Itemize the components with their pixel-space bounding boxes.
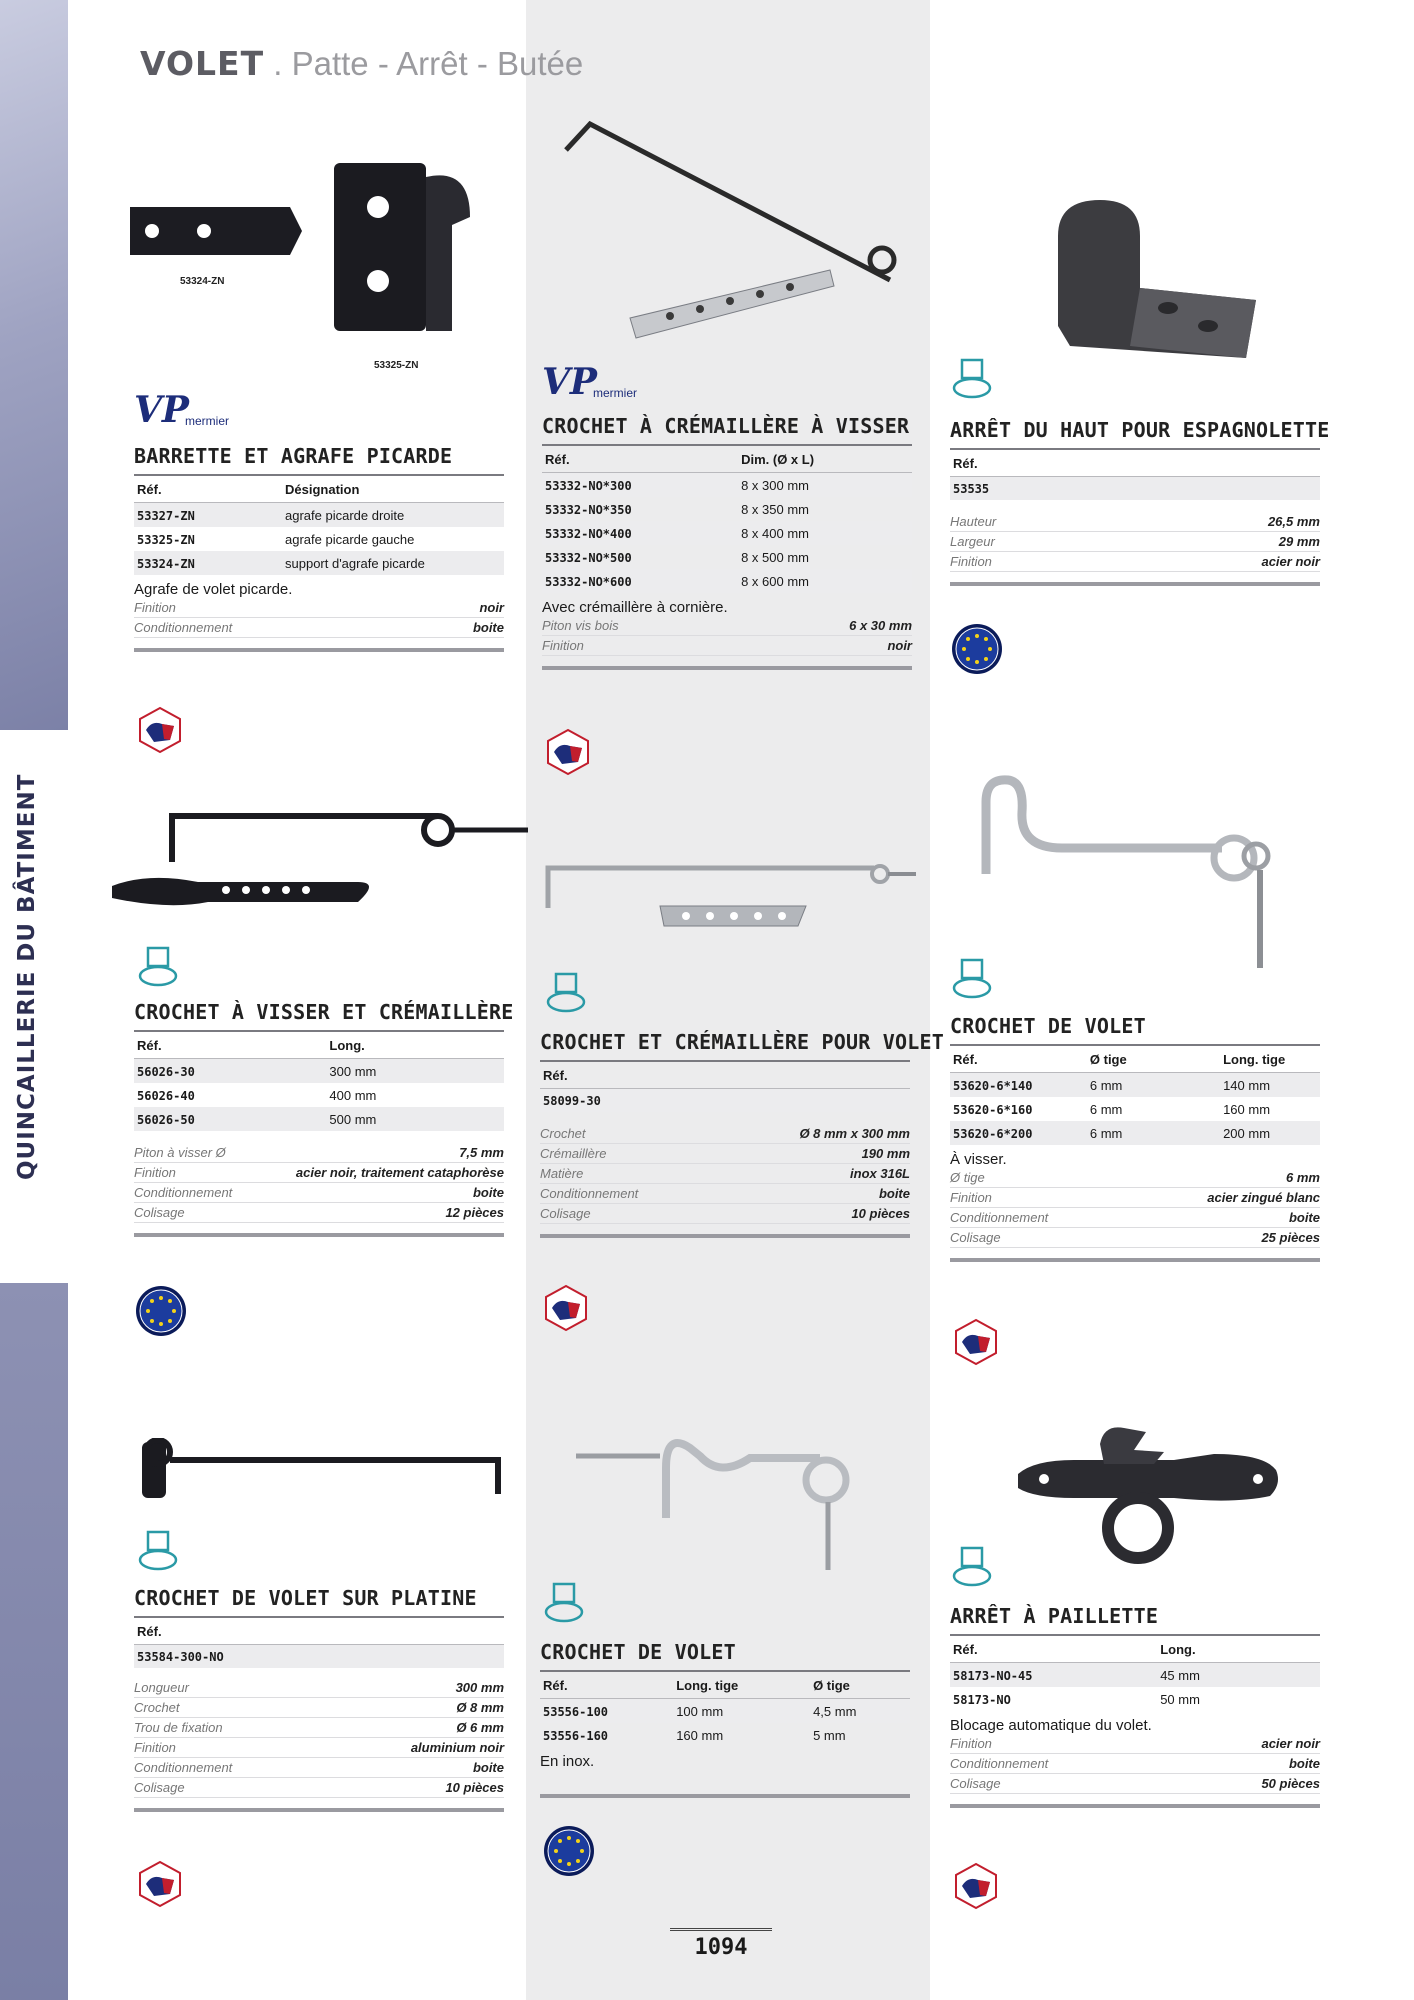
table-row: 58099-30 [540, 1089, 910, 1113]
column-header: Long. [326, 1032, 504, 1059]
product-title: ARRÊT À PAILLETTE [950, 1604, 1320, 1636]
table-row: 56026-30 300 mm [134, 1059, 504, 1084]
spec-row: Piton à visser Ø 7,5 mm [134, 1143, 504, 1163]
product-note: Blocage automatique du volet. [950, 1717, 1152, 1734]
section-divider [542, 666, 912, 670]
section-divider [134, 1233, 504, 1237]
spec-row: Finition noir [134, 598, 504, 618]
column-header: Désignation [282, 476, 504, 503]
section-divider [134, 1808, 504, 1812]
product-block-arret-espagnolette [950, 418, 1330, 586]
product-table [540, 1672, 910, 1747]
column-header: Long. [1157, 1636, 1320, 1663]
product-title: ARRÊT DU HAUT POUR ESPAGNOLETTE [950, 418, 1320, 450]
product-table [540, 1062, 910, 1112]
product-table [542, 446, 912, 593]
image-label: 53325-ZN [374, 360, 419, 371]
page-title-rest: . Patte - Arrêt - Butée [264, 45, 584, 82]
fabrication-france-badge [136, 1860, 184, 1908]
torbel-logo [948, 1544, 996, 1592]
spec-row: Longueur 300 mm [134, 1678, 504, 1698]
product-block-crochet-platine [134, 1586, 504, 1812]
product-table [950, 1636, 1320, 1711]
spec-row: Colisage 10 pièces [540, 1204, 910, 1224]
vp-logo-mark: VP [134, 389, 190, 431]
table-row: 53327-ZN agrafe picarde droite [134, 503, 504, 528]
spec-row: Matière inox 316L [540, 1164, 910, 1184]
column-header: Réf. [540, 1062, 910, 1089]
table-row: 53324-ZN support d'agrafe picarde [134, 551, 504, 575]
product-block-arret-paillette [950, 1604, 1320, 1808]
vp-logo-mark: VP [542, 361, 598, 403]
product-table [134, 1032, 504, 1131]
table-row: 53332-NO*600 8 x 600 mm [542, 569, 912, 593]
crochet-volet-inox-image [570, 1418, 870, 1578]
column-header: Réf. [542, 446, 738, 473]
page-title [140, 44, 583, 83]
spec-row: Finition noir [542, 636, 912, 656]
arret-espagnolette-image [1050, 196, 1260, 362]
column-header: Dim. (Ø x L) [738, 446, 912, 473]
product-table [950, 450, 1320, 500]
table-row: 53535 [950, 477, 1320, 501]
column-header: Long. tige [1220, 1046, 1320, 1073]
spec-row: Conditionnement boite [950, 1754, 1320, 1774]
table-row: 58173-NO 50 mm [953, 1692, 1200, 1707]
spec-row: Conditionnement boite [950, 1208, 1320, 1228]
table-row: 53332-NO*500 8 x 500 mm [545, 550, 810, 565]
fabrication-france-badge [544, 728, 592, 776]
spec-row: Colisage 50 pièces [950, 1774, 1320, 1794]
column-header: Réf. [134, 476, 282, 503]
column-header: Réf. [950, 1046, 1087, 1073]
section-divider [540, 1794, 910, 1798]
image-label: 53324-ZN [180, 276, 225, 287]
section-divider [950, 1258, 1320, 1262]
crochet-platine-image [140, 1438, 510, 1504]
torbel-logo [540, 1580, 588, 1628]
spec-row: Crémaillère 190 mm [540, 1144, 910, 1164]
spec-row: Conditionnement boite [134, 618, 504, 638]
table-row: 53556-100 100 mm 4,5 mm [540, 1699, 910, 1724]
crochet-volet-image [972, 772, 1272, 978]
spec-row: Conditionnement boite [134, 1758, 504, 1778]
product-block-crochet-volet-inox [540, 1640, 910, 1798]
spec-row: Largeur 29 mm [950, 532, 1320, 552]
table-row: 53332-NO*400 8 x 400 mm [542, 521, 912, 545]
product-title: CROCHET À CRÉMAILLÈRE À VISSER [542, 414, 912, 446]
table-row: 53620-6*200 6 mm 200 mm [950, 1121, 1320, 1145]
spec-row: Crochet Ø 8 mm [134, 1698, 504, 1718]
eu-badge [134, 1284, 188, 1338]
agrafe-image [330, 157, 480, 337]
torbel-logo [134, 944, 182, 992]
spec-row: Finition acier noir, traitement cataphorèse [134, 1163, 504, 1183]
product-block-crochet-cremaillere-visser [542, 414, 912, 670]
crochet-cremaillere-visser-image [560, 120, 900, 350]
table-row: 58173-NO-45 45 mm [950, 1663, 1320, 1688]
product-note: Avec crémaillère à cornière. [542, 599, 728, 616]
table-row: 56026-40 400 mm [137, 1088, 377, 1103]
torbel-logo [134, 1528, 182, 1576]
product-title: CROCHET DE VOLET SUR PLATINE [134, 1586, 504, 1618]
spec-row: Crochet Ø 8 mm x 300 mm [540, 1124, 910, 1144]
product-block-barrette [134, 444, 504, 652]
page-number: 1094 [670, 1928, 772, 1960]
table-row: 53332-NO*300 8 x 300 mm [542, 473, 912, 498]
column-header: Long. tige [673, 1672, 810, 1699]
column-header: Réf. [134, 1032, 326, 1059]
product-block-crochet-volet [950, 1014, 1320, 1262]
section-divider [540, 1234, 910, 1238]
product-title: CROCHET DE VOLET [950, 1014, 1320, 1046]
column-header: Ø tige [810, 1672, 910, 1699]
product-table [950, 1046, 1320, 1145]
fabrication-france-badge [952, 1862, 1000, 1910]
product-title: CROCHET DE VOLET [540, 1640, 910, 1672]
spec-row: Colisage 12 pièces [134, 1203, 504, 1223]
spec-row: Conditionnement boite [540, 1184, 910, 1204]
column-header: Réf. [950, 1636, 1157, 1663]
table-row: 53620-6*160 6 mm 160 mm [953, 1102, 1271, 1117]
table-row: 53332-NO*350 8 x 350 mm [545, 502, 810, 517]
spec-row: Trou de fixation Ø 6 mm [134, 1718, 504, 1738]
spec-row: Ø tige 6 mm [950, 1168, 1320, 1188]
section-label: QUINCAILLERIE DU BÂTIMENT [14, 773, 40, 1180]
product-note: En inox. [540, 1753, 595, 1770]
spec-row: Finition aluminium noir [134, 1738, 504, 1758]
section-divider [134, 648, 504, 652]
product-table [134, 1618, 504, 1668]
spec-row: Conditionnement boite [134, 1183, 504, 1203]
torbel-logo [948, 956, 996, 1004]
fabrication-france-badge [136, 706, 184, 754]
arret-paillette-image [1014, 1424, 1284, 1566]
table-row: 56026-50 500 mm [134, 1107, 504, 1131]
spec-row: Colisage 10 pièces [134, 1778, 504, 1798]
spec-row: Finition acier zingué blanc [950, 1188, 1320, 1208]
column-header: Réf. [950, 450, 1320, 477]
crochet-cremaillere-volet-image [540, 860, 920, 950]
eu-badge [950, 622, 1004, 676]
product-table [134, 476, 504, 575]
vp-mermier-logo [542, 361, 638, 403]
vp-mermier-logo [134, 389, 230, 431]
spec-row: Colisage 25 pièces [950, 1228, 1320, 1248]
column-header: Ø tige [1087, 1046, 1220, 1073]
spec-row: Hauteur 26,5 mm [950, 512, 1320, 532]
product-note: Agrafe de volet picarde. [134, 581, 293, 598]
product-block-crochet-a-visser [134, 1000, 514, 1237]
crochet-cremaillere-image [108, 802, 528, 922]
fabrication-france-badge [542, 1284, 590, 1332]
fabrication-france-badge [952, 1318, 1000, 1366]
page-title-strong: VOLET [140, 44, 265, 83]
side-band-bottom [0, 1283, 68, 2000]
spec-row: Finition acier noir [950, 1734, 1320, 1754]
torbel-logo [542, 970, 590, 1018]
table-row: 53620-6*140 6 mm 140 mm [950, 1073, 1320, 1098]
table-row: 53556-160 160 mm 5 mm [543, 1728, 846, 1743]
section-divider [950, 582, 1320, 586]
vp-logo-text: mermier [185, 414, 230, 428]
table-row: 53325-ZN agrafe picarde gauche [137, 532, 415, 547]
barrette-image [128, 205, 304, 257]
product-title: CROCHET ET CRÉMAILLÈRE POUR VOLET [540, 1030, 910, 1062]
eu-badge [542, 1824, 596, 1878]
vp-logo-text: mermier [593, 386, 638, 400]
product-title: CROCHET À VISSER ET CRÉMAILLÈRE [134, 1000, 504, 1032]
product-block-crochet-cremaillere-volet [540, 1030, 944, 1238]
spec-row: Piton vis bois 6 x 30 mm [542, 616, 912, 636]
column-header: Réf. [134, 1618, 504, 1645]
side-band-top-gradient [0, 0, 68, 730]
table-row: 53584-300-NO [134, 1645, 504, 1669]
column-header: Réf. [540, 1672, 673, 1699]
section-divider [950, 1804, 1320, 1808]
product-title: BARRETTE ET AGRAFE PICARDE [134, 444, 504, 476]
torbel-logo [948, 356, 996, 404]
product-note: À visser. [950, 1151, 1007, 1168]
spec-row: Finition acier noir [950, 552, 1320, 572]
